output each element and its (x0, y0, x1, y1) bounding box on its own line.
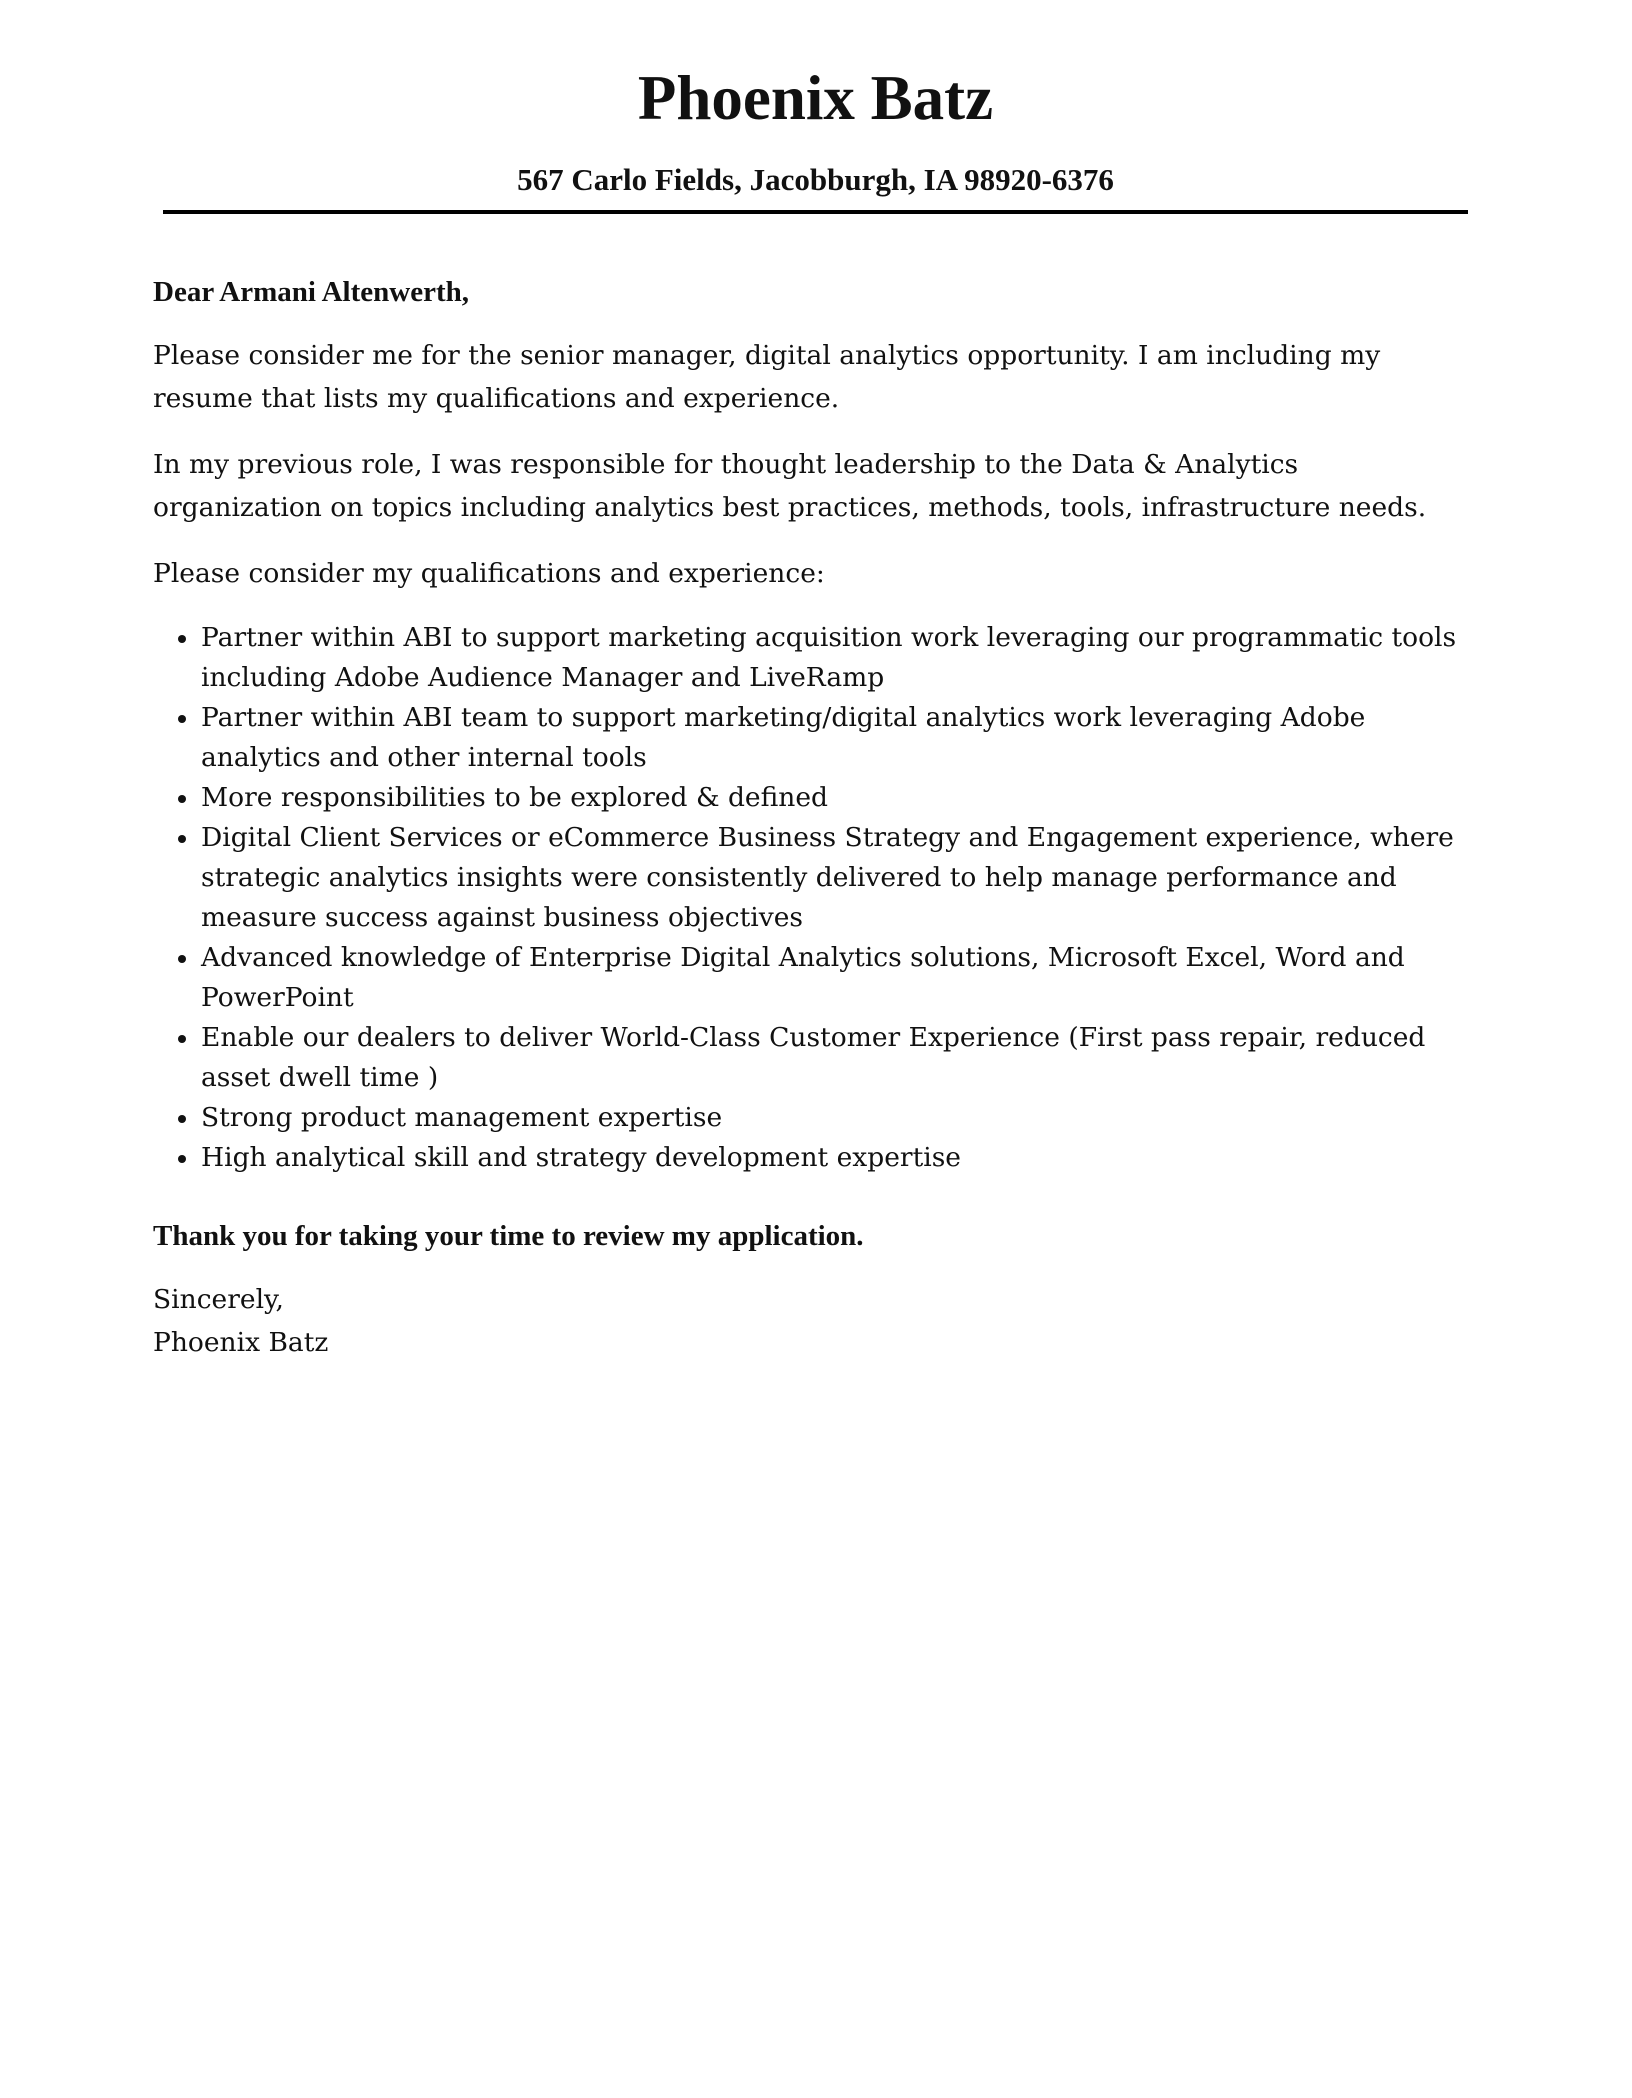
letter-body (153, 272, 1473, 1364)
closing-statement: Thank you for taking your time to review my application. (153, 1220, 864, 1252)
list-item (153, 698, 1473, 778)
bullet-icon (178, 715, 186, 723)
list-item-text: Enable our dealers to deliver World-Class Customer Experience (First pass repair, reduced asset dwell time ) (201, 1022, 1426, 1093)
bullet-icon (178, 1115, 186, 1123)
list-item (153, 1098, 1473, 1138)
sender-name: Phoenix Batz (637, 63, 994, 133)
list-item (153, 1018, 1473, 1098)
sender-address: 567 Carlo Fields, Jacobburgh, IA 98920-6376 (517, 162, 1114, 197)
bullet-icon (178, 1035, 186, 1043)
bullet-icon (178, 635, 186, 643)
list-item-text: Advanced knowledge of Enterprise Digital Analytics solutions, Microsoft Excel, Word and PowerPoint (201, 942, 1405, 1013)
header-divider (163, 210, 1468, 214)
list-item-text: Partner within ABI team to support marketing/digital analytics work leveraging Adobe analytics and other internal tools (201, 702, 1366, 773)
list-item (153, 618, 1473, 698)
bullet-icon (178, 835, 186, 843)
qualifications-list (153, 618, 1473, 1178)
signoff: Sincerely, (153, 1284, 284, 1315)
signature-name: Phoenix Batz (153, 1327, 329, 1358)
list-item (153, 818, 1473, 938)
list-item-text: High analytical skill and strategy development expertise (201, 1142, 961, 1173)
bullet-icon (178, 795, 186, 803)
list-item-text: Strong product management expertise (201, 1102, 723, 1133)
list-item (153, 778, 1473, 818)
letter-header (163, 58, 1468, 200)
list-item-text: More responsibilities to be explored & defined (201, 782, 828, 813)
list-item (153, 1138, 1473, 1178)
paragraph-previous-role: In my previous role, I was responsible for thought leadership to the Data & Analytics organization on topics including analytics best practices, methods, tools, infrastructure needs. (153, 449, 1427, 523)
list-item-text: Digital Client Services or eCommerce Business Strategy and Engagement experience, where strategic analytics insights were consistently delivered to help manage performance and measure success against business objectives (201, 822, 1454, 933)
salutation: Dear Armani Altenwerth, (153, 276, 469, 308)
bullet-icon (178, 1155, 186, 1163)
list-item (153, 938, 1473, 1018)
paragraph-qualifications-lead: Please consider my qualifications and experience: (153, 558, 825, 589)
list-item-text: Partner within ABI to support marketing acquisition work leveraging our programmatic tools including Adobe Audience Manager and LiveRamp (201, 622, 1457, 693)
bullet-icon (178, 955, 186, 963)
paragraph-intro: Please consider me for the senior manager, digital analytics opportunity. I am including my resume that lists my qualifications and experience. (153, 340, 1381, 414)
